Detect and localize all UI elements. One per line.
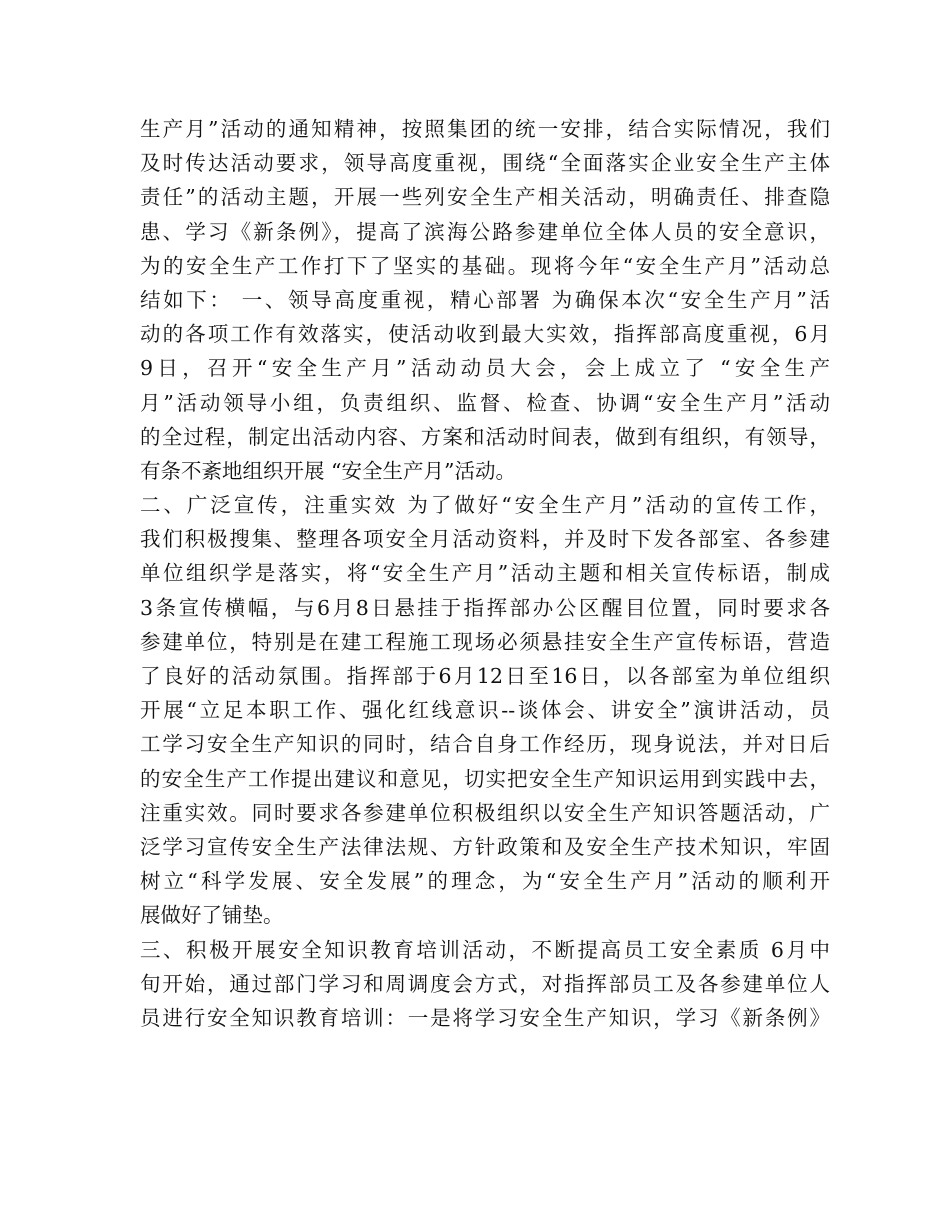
text-line: 员进行安全知识教育培训：一是将学习安全生产知识，学习《新条例》 [140,1005,830,1030]
text-line: 的安全生产工作提出建议和意见，切实把安全生产知识运用到实践中去， [140,766,830,791]
text-line: 展做好了铺垫。 [140,903,284,928]
text-line: 了良好的活动氛围。指挥部于6月12日至16日，以各部室为单位组织 [140,664,830,688]
text-line: 动的各项工作有效落实，使活动收到最大实效，指挥部高度重视，6月 [140,322,830,347]
text-line: 树立“科学发展、安全发展”的理念，为“安全生产月”活动的顺利开 [140,869,830,894]
text-line: 3条宣传横幅，与6月8日悬挂于指挥部办公区醒目位置，同时要求各 [140,595,830,620]
body-text [140,112,830,1035]
text-line: 三、积极开展安全知识教育培训活动，不断提高员工安全素质 6月中 [140,937,830,962]
text-line: 患、学习《新条例》，提高了滨海公路参建单位全体人员的安全意识， [140,219,830,244]
text-line: 结如下： 一、领导高度重视，精心部署 为确保本次“安全生产月”活 [140,287,830,312]
text-line: 9日，召开“安全生产月”活动动员大会，会上成立了 “安全生产 [140,356,830,381]
text-line: 责任”的活动主题，开展一些列安全生产相关活动，明确责任、排查隐 [140,185,830,210]
text-line: 为的安全生产工作打下了坚实的基础。现将今年“安全生产月”活动总 [140,253,830,278]
text-line: 开展“立足本职工作、强化红线意识--谈体会、讲安全”演讲活动，员 [140,698,830,723]
text-line: 生产月”活动的通知精神，按照集团的统一安排，结合实际情况，我们 [140,117,830,141]
text-line: 月”活动领导小组，负责组织、监督、检查、协调“安全生产月”活动 [140,390,830,415]
text-line: 有条不紊地组织开展 “安全生产月”活动。 [140,458,516,483]
text-line: 单位组织学是落实，将“安全生产月”活动主题和相关宣传标语，制成 [140,561,830,586]
text-line: 参建单位，特别是在建工程施工现场必须悬挂安全生产宣传标语，营造 [140,629,830,654]
text-line: 注重实效。同时要求各参建单位积极组织以安全生产知识答题活动，广 [140,800,830,825]
text-line: 泛学习宣传安全生产法律法规、方针政策和及安全生产技术知识，牢固 [140,834,830,859]
text-line: 工学习安全生产知识的同时，结合自身工作经历，现身说法，并对日后 [140,732,830,757]
text-line: 我们积极搜集、整理各项安全月活动资料，并及时下发各部室、各参建 [140,527,830,552]
text-line: 二、广泛宣传，注重实效 为了做好“安全生产月”活动的宣传工作， [140,493,830,518]
text-line: 及时传达活动要求，领导高度重视，围绕“全面落实企业安全生产主体 [140,151,830,176]
text-line: 的全过程，制定出活动内容、方案和活动时间表，做到有组织，有领导， [140,424,830,449]
text-line: 旬开始，通过部门学习和周调度会方式，对指挥部员工及各参建单位人 [140,971,830,996]
